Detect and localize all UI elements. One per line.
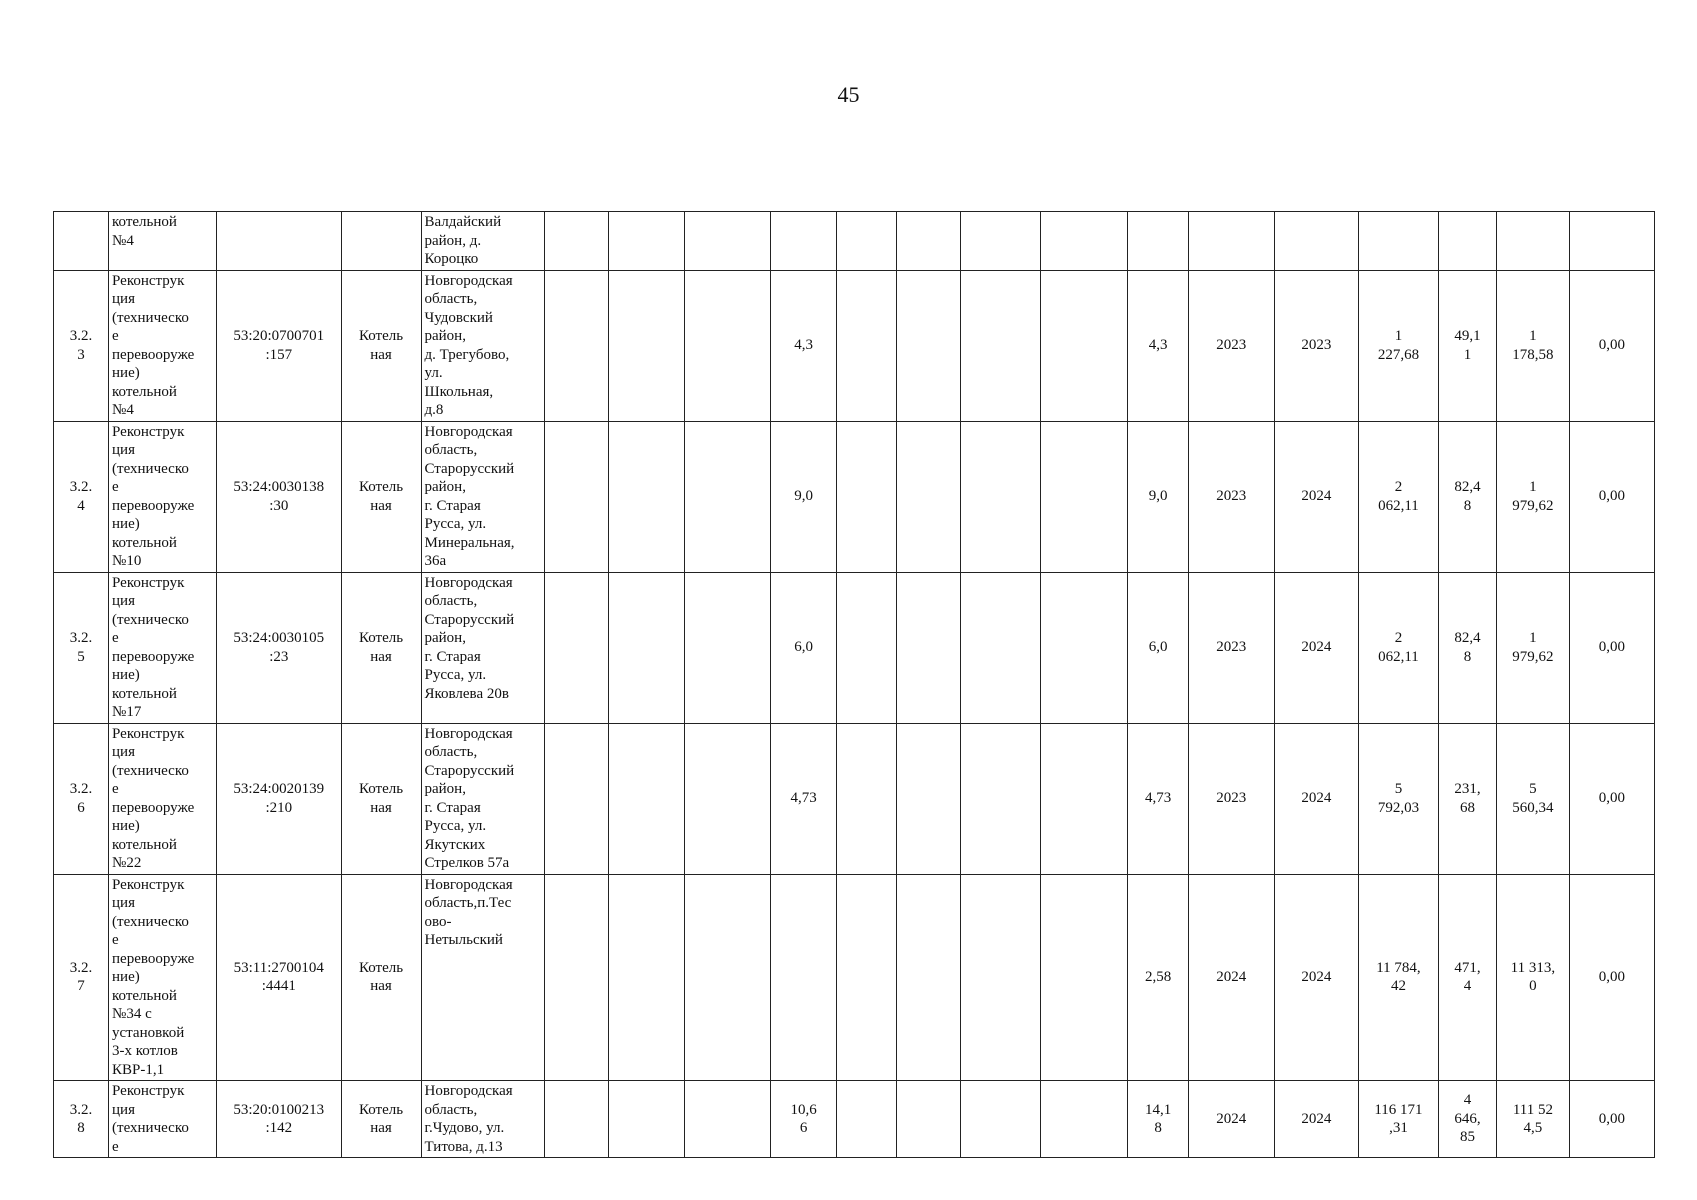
cell-col5 <box>545 421 609 572</box>
cell-end-year: 2024 <box>1274 874 1358 1081</box>
cell-capacity-after: 4,73 <box>1128 723 1188 874</box>
cell-cost-part1: 82,4 8 <box>1438 572 1496 723</box>
cell-col5 <box>545 874 609 1081</box>
cell-start-year: 2024 <box>1188 1081 1274 1158</box>
cell-end-year: 2023 <box>1274 270 1358 421</box>
cell-cost-part3: 0,00 <box>1569 572 1654 723</box>
cell-type <box>341 212 421 271</box>
cell-start-year: 2023 <box>1188 421 1274 572</box>
cell-col9 <box>836 421 896 572</box>
cell-cost-part2: 1 979,62 <box>1497 421 1570 572</box>
cell-end-year: 2024 <box>1274 723 1358 874</box>
cell-cost-part1: 4 646, 85 <box>1438 1081 1496 1158</box>
cell-end-year: 2024 <box>1274 572 1358 723</box>
cell-col11 <box>961 270 1041 421</box>
cell-capacity-before <box>771 874 836 1081</box>
table-row <box>54 212 1655 271</box>
cell-address: Новгородская область, Чудовский район, д. Трегубово, ул. Школьная, д.8 <box>421 270 545 421</box>
cell-type: Котель ная <box>341 572 421 723</box>
table-row <box>54 723 1655 874</box>
cell-type: Котель ная <box>341 723 421 874</box>
cell-col10 <box>896 572 960 723</box>
cell-capacity-before: 4,3 <box>771 270 836 421</box>
cell-col12 <box>1041 874 1128 1081</box>
cell-capacity-after: 2,58 <box>1128 874 1188 1081</box>
cell-cost-part1: 82,4 8 <box>1438 421 1496 572</box>
cell-cost-part1: 231, 68 <box>1438 723 1496 874</box>
cell-cost-part1: 471, 4 <box>1438 874 1496 1081</box>
cell-col10 <box>896 1081 960 1158</box>
cell-col10 <box>896 212 960 271</box>
cell-col10 <box>896 874 960 1081</box>
cell-col7 <box>685 874 771 1081</box>
cell-capacity-before: 9,0 <box>771 421 836 572</box>
cell-cost-part2: 1 979,62 <box>1497 572 1570 723</box>
cell-col10 <box>896 723 960 874</box>
cell-cadastral: 53:20:0100213 :142 <box>216 1081 341 1158</box>
cell-cost-part1: 49,1 1 <box>1438 270 1496 421</box>
cell-cost-part2: 1 178,58 <box>1497 270 1570 421</box>
table-row <box>54 874 1655 1081</box>
cell-name: Реконструк ция (техническо е перевооруже ние) котельной №22 <box>109 723 217 874</box>
cell-cadastral: 53:20:0700701 :157 <box>216 270 341 421</box>
cell-col5 <box>545 1081 609 1158</box>
cell-start-year <box>1188 212 1274 271</box>
cell-col6 <box>609 572 685 723</box>
cell-cadastral: 53:11:2700104 :4441 <box>216 874 341 1081</box>
cell-name: котельной №4 <box>109 212 217 271</box>
cell-col5 <box>545 723 609 874</box>
cell-col11 <box>961 874 1041 1081</box>
cell-address: Новгородская область, Старорусский район, г. Старая Русса, ул. Яковлева 20в <box>421 572 545 723</box>
cell-number: 3.2. 4 <box>54 421 109 572</box>
cell-start-year: 2023 <box>1188 723 1274 874</box>
cell-end-year <box>1274 212 1358 271</box>
cell-col7 <box>685 1081 771 1158</box>
cell-col7 <box>685 723 771 874</box>
cell-cost-part2: 111 52 4,5 <box>1497 1081 1570 1158</box>
cell-number: 3.2. 6 <box>54 723 109 874</box>
cell-cadastral: 53:24:0030138 :30 <box>216 421 341 572</box>
cell-col11 <box>961 723 1041 874</box>
cell-col6 <box>609 270 685 421</box>
cell-total-cost <box>1358 212 1438 271</box>
cell-start-year: 2024 <box>1188 874 1274 1081</box>
cell-type: Котель ная <box>341 1081 421 1158</box>
cell-capacity-after: 6,0 <box>1128 572 1188 723</box>
cell-col9 <box>836 212 896 271</box>
cell-cost-part2: 5 560,34 <box>1497 723 1570 874</box>
cell-start-year: 2023 <box>1188 572 1274 723</box>
cell-col9 <box>836 723 896 874</box>
cell-col7 <box>685 421 771 572</box>
cell-col7 <box>685 212 771 271</box>
cell-cadastral: 53:24:0030105 :23 <box>216 572 341 723</box>
cell-name: Реконструк ция (техническо е <box>109 1081 217 1158</box>
cell-col11 <box>961 421 1041 572</box>
cell-col12 <box>1041 1081 1128 1158</box>
cell-col6 <box>609 1081 685 1158</box>
cell-col10 <box>896 270 960 421</box>
cell-col6 <box>609 212 685 271</box>
cell-col5 <box>545 212 609 271</box>
page-number: 45 <box>837 82 860 107</box>
project-table <box>53 211 1655 1158</box>
cell-number: 3.2. 3 <box>54 270 109 421</box>
cell-col9 <box>836 270 896 421</box>
cell-number: 3.2. 7 <box>54 874 109 1081</box>
cell-cost-part3: 0,00 <box>1569 723 1654 874</box>
cell-capacity-after: 14,1 8 <box>1128 1081 1188 1158</box>
cell-col10 <box>896 421 960 572</box>
cell-type: Котель ная <box>341 421 421 572</box>
table-row <box>54 270 1655 421</box>
cell-col12 <box>1041 421 1128 572</box>
cell-type: Котель ная <box>341 874 421 1081</box>
cell-capacity-before: 10,6 6 <box>771 1081 836 1158</box>
cell-address: Валдайский район, д. Короцко <box>421 212 545 271</box>
cell-address: Новгородская область, г.Чудово, ул. Титова, д.13 <box>421 1081 545 1158</box>
cell-capacity-after: 9,0 <box>1128 421 1188 572</box>
cell-name: Реконструк ция (техническо е перевооруже ние) котельной №34 с установкой 3-х котлов КВР-1,1 <box>109 874 217 1081</box>
cell-cost-part1 <box>1438 212 1496 271</box>
cell-total-cost: 11 784, 42 <box>1358 874 1438 1081</box>
cell-col7 <box>685 270 771 421</box>
cell-type: Котель ная <box>341 270 421 421</box>
cell-capacity-before <box>771 212 836 271</box>
table-row <box>54 572 1655 723</box>
cell-col9 <box>836 1081 896 1158</box>
cell-capacity-before: 6,0 <box>771 572 836 723</box>
cell-capacity-before: 4,73 <box>771 723 836 874</box>
cell-start-year: 2023 <box>1188 270 1274 421</box>
cell-cost-part3: 0,00 <box>1569 874 1654 1081</box>
table-row <box>54 421 1655 572</box>
cell-capacity-after: 4,3 <box>1128 270 1188 421</box>
cell-col5 <box>545 270 609 421</box>
cell-cadastral: 53:24:0020139 :210 <box>216 723 341 874</box>
cell-total-cost: 116 171 ,31 <box>1358 1081 1438 1158</box>
cell-col12 <box>1041 572 1128 723</box>
cell-address: Новгородская область,п.Тес ово- Нетыльский <box>421 874 545 1081</box>
cell-col12 <box>1041 270 1128 421</box>
cell-number: 3.2. 8 <box>54 1081 109 1158</box>
cell-total-cost: 2 062,11 <box>1358 421 1438 572</box>
cell-cost-part2: 11 313, 0 <box>1497 874 1570 1081</box>
cell-address: Новгородская область, Старорусский район, г. Старая Русса, ул. Минеральная, 36а <box>421 421 545 572</box>
cell-number: 3.2. 5 <box>54 572 109 723</box>
cell-cost-part3 <box>1569 212 1654 271</box>
cell-end-year: 2024 <box>1274 421 1358 572</box>
cell-col6 <box>609 421 685 572</box>
cell-cost-part3: 0,00 <box>1569 1081 1654 1158</box>
cell-end-year: 2024 <box>1274 1081 1358 1158</box>
cell-total-cost: 1 227,68 <box>1358 270 1438 421</box>
cell-total-cost: 2 062,11 <box>1358 572 1438 723</box>
cell-cadastral <box>216 212 341 271</box>
cell-col6 <box>609 723 685 874</box>
cell-col11 <box>961 212 1041 271</box>
cell-number <box>54 212 109 271</box>
cell-name: Реконструк ция (техническо е перевооруже ние) котельной №10 <box>109 421 217 572</box>
cell-col5 <box>545 572 609 723</box>
cell-col12 <box>1041 723 1128 874</box>
cell-address: Новгородская область, Старорусский район, г. Старая Русса, ул. Якутских Стрелков 57а <box>421 723 545 874</box>
table-row <box>54 1081 1655 1158</box>
cell-name: Реконструк ция (техническо е перевооруже ние) котельной №4 <box>109 270 217 421</box>
cell-total-cost: 5 792,03 <box>1358 723 1438 874</box>
cell-col12 <box>1041 212 1128 271</box>
cell-col11 <box>961 1081 1041 1158</box>
cell-name: Реконструк ция (техническо е перевооруже ние) котельной №17 <box>109 572 217 723</box>
cell-col9 <box>836 874 896 1081</box>
cell-cost-part2 <box>1497 212 1570 271</box>
cell-cost-part3: 0,00 <box>1569 270 1654 421</box>
cell-col9 <box>836 572 896 723</box>
cell-col11 <box>961 572 1041 723</box>
cell-col7 <box>685 572 771 723</box>
cell-capacity-after <box>1128 212 1188 271</box>
cell-col6 <box>609 874 685 1081</box>
cell-cost-part3: 0,00 <box>1569 421 1654 572</box>
